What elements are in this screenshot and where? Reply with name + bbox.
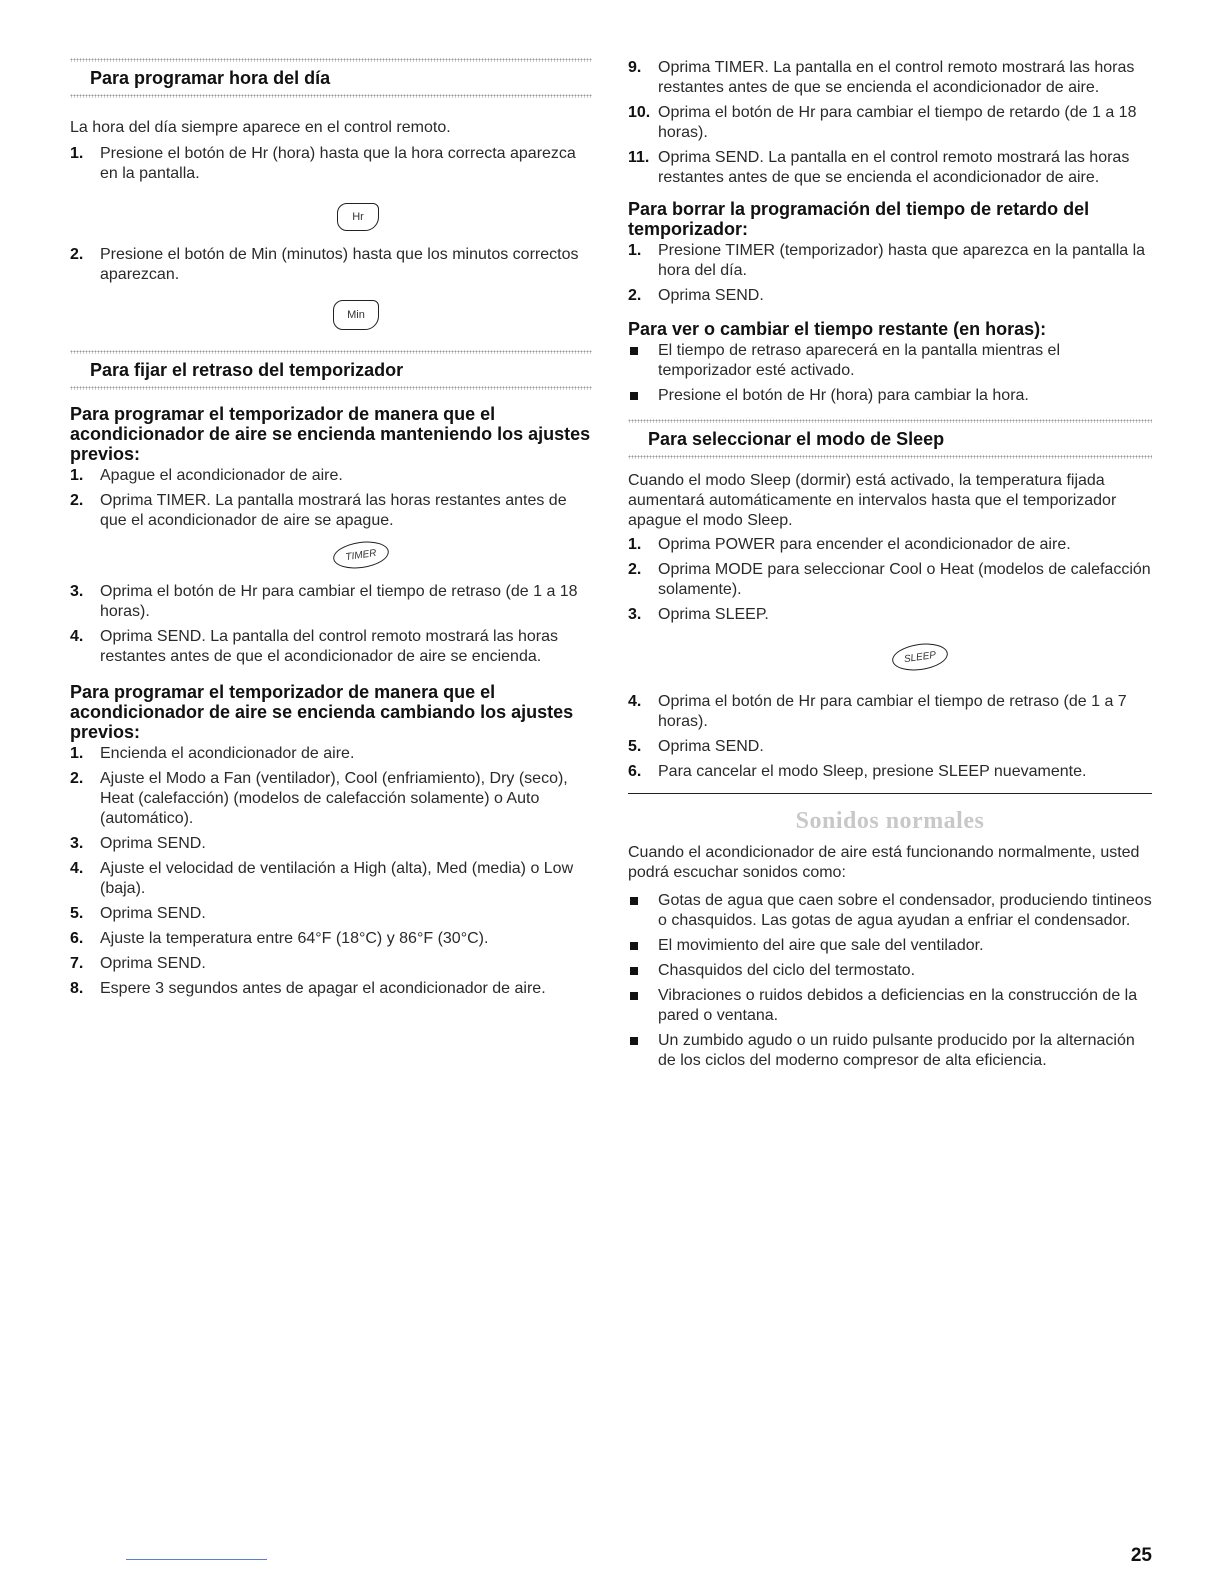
step-number: 5. (628, 738, 642, 755)
left-column (70, 58, 592, 1004)
step-text: Oprima el botón de Hr para cambiar el tiempo de retardo (de 1 a 18 horas). (658, 104, 1137, 141)
steps-list (70, 144, 592, 184)
list-item (628, 762, 1152, 782)
page-number: 25 (1130, 1545, 1152, 1566)
intro-text: Cuando el modo Sleep (dormir) está activado, la temperatura fijada aumentará automáticamente en intervalos hasta que el temporizador apague el modo Sleep. (628, 472, 1117, 529)
bullet-text: Un zumbido agudo o un ruido pulsante producido por la alternación de los ciclos del moderno compresor de alta eficiencia. (658, 1032, 1135, 1069)
timer-button-icon: TIMER (331, 538, 390, 572)
steps-list (70, 744, 592, 999)
list-item (628, 936, 1152, 956)
intro-text: Cuando el acondicionador de aire está funcionando normalmente, usted podrá escuchar sonidos como: (628, 844, 1140, 881)
section-title: Para fijar el retraso del temporizador (90, 360, 404, 380)
list-item (628, 560, 1152, 600)
step-text: Ajuste el Modo a Fan (ventilador), Cool (enfriamiento), Dry (seco), Heat (calefacción) (modelos de calefacción solamente) o Auto (automático). (100, 770, 568, 827)
list-item (70, 859, 592, 899)
step-number: 1. (70, 745, 84, 762)
step-text: Encienda el acondicionador de aire. (100, 745, 355, 762)
list-item (70, 245, 592, 285)
list-item (628, 103, 1152, 143)
step-number: 2. (70, 492, 84, 509)
bullet-text: Chasquidos del ciclo del termostato. (658, 962, 916, 979)
steps-list (628, 241, 1152, 306)
step-number: 1. (70, 467, 84, 484)
bullet-square-icon (628, 936, 658, 956)
step-number: 1. (628, 242, 642, 259)
bullet-square-icon (628, 1031, 658, 1071)
steps-list (70, 466, 592, 531)
bullet-text: Vibraciones o ruidos debidos a deficiencias en la construcción de la pared o ventana. (658, 987, 1138, 1024)
step-text: Oprima SEND. La pantalla del control remoto mostrará las horas restantes antes de que el acondicionador de aire se encienda. (100, 628, 558, 665)
list-item (628, 605, 1152, 625)
step-text: Oprima MODE para seleccionar Cool o Heat (modelos de calefacción solamente). (658, 561, 1151, 598)
step-text: Apague el acondicionador de aire. (100, 467, 343, 484)
list-item (70, 929, 592, 949)
step-text: Oprima el botón de Hr para cambiar el tiempo de retraso (de 1 a 7 horas). (658, 693, 1127, 730)
step-number: 10. (628, 104, 651, 121)
step-text: Oprima SEND. La pantalla en el control remoto mostrará las horas restantes antes de que se encienda el acondicionador de aire. (658, 149, 1130, 186)
list-item (70, 904, 592, 924)
bullet-list (628, 891, 1152, 1071)
step-number: 4. (70, 860, 84, 877)
sonidos-title: Sonidos normales (795, 808, 985, 834)
step-number: 3. (70, 583, 84, 600)
bullet-square-icon (628, 341, 658, 381)
step-text: Ajuste la temperatura entre 64°F (18°C) y 86°F (30°C). (100, 930, 489, 947)
section-header-hora (70, 58, 592, 98)
step-text: Oprima el botón de Hr para cambiar el tiempo de retraso (de 1 a 18 horas). (100, 583, 578, 620)
step-number: 8. (70, 980, 84, 997)
list-item (628, 535, 1152, 555)
step-number: 2. (628, 287, 642, 304)
list-item (70, 582, 592, 622)
list-item (628, 58, 1152, 98)
sleep-button-illustration (628, 644, 1152, 670)
right-column (628, 58, 1152, 1076)
timer-button-illustration (70, 542, 592, 568)
bullet-text: El movimiento del aire que sale del ventilador. (658, 937, 984, 954)
list-item (70, 144, 592, 184)
subheading: Para borrar la programación del tiempo de retardo del temporizador: (628, 199, 1090, 239)
list-item (70, 466, 592, 486)
list-item (628, 961, 1152, 981)
list-item (70, 491, 592, 531)
step-text: Oprima TIMER. La pantalla en el control remoto mostrará las horas restantes antes de que se encienda el acondicionador de aire. (658, 59, 1135, 96)
step-number: 9. (628, 59, 642, 76)
subheading: Para ver o cambiar el tiempo restante (en horas): (628, 319, 1047, 339)
step-text: Espere 3 segundos antes de apagar el acondicionador de aire. (100, 980, 546, 997)
list-item (628, 1031, 1152, 1071)
sleep-button-icon: SLEEP (890, 640, 949, 674)
list-item (70, 744, 592, 764)
step-text: Ajuste el velocidad de ventilación a High (alta), Med (media) o Low (baja). (100, 860, 574, 897)
list-item (70, 834, 592, 854)
list-item (628, 891, 1152, 931)
hr-button-illustration (70, 203, 592, 231)
hr-button-icon: Hr (337, 203, 379, 231)
bullet-square-icon (628, 986, 658, 1026)
bullet-square-icon (628, 891, 658, 931)
list-item (628, 341, 1152, 381)
section-header-retraso (70, 350, 592, 390)
bullet-text: Gotas de agua que caen sobre el condensador, produciendo tintineos o chasquidos. Las gotas de agua ayudan a enfriar el condensador. (658, 892, 1152, 929)
bullet-text: El tiempo de retraso aparecerá en la pantalla mientras el temporizador esté activado. (658, 342, 1060, 379)
min-button-illustration (70, 300, 592, 330)
step-number: 1. (70, 145, 84, 162)
steps-list (70, 245, 592, 285)
step-text: Oprima SEND. (100, 955, 206, 972)
steps-list (628, 692, 1152, 782)
step-number: 2. (628, 561, 642, 578)
step-text: Oprima SEND. (100, 905, 206, 922)
step-text: Presione TIMER (temporizador) hasta que aparezca en la pantalla la hora del día. (658, 242, 1146, 279)
list-item (70, 954, 592, 974)
step-number: 11. (628, 149, 650, 166)
list-item (628, 286, 1152, 306)
step-text: Oprima POWER para encender el acondicionador de aire. (658, 536, 1071, 553)
list-item (70, 627, 592, 667)
list-item (628, 692, 1152, 732)
steps-list (70, 582, 592, 667)
section-header-sleep (628, 419, 1152, 459)
step-text: Presione el botón de Min (minutos) hasta que los minutos correctos aparezcan. (100, 246, 579, 283)
step-text: Presione el botón de Hr (hora) hasta que la hora correcta aparezca en la pantalla. (100, 145, 576, 182)
step-text: Oprima SEND. (658, 287, 764, 304)
step-number: 5. (70, 905, 84, 922)
step-text: Oprima SEND. (658, 738, 764, 755)
section-title: Para programar hora del día (90, 68, 331, 88)
list-item (628, 986, 1152, 1026)
footer-rule (126, 1559, 267, 1560)
subheading: Para programar el temporizador de manera que el acondicionador de aire se encienda cambiando los ajustes previos: (70, 682, 574, 742)
list-item (628, 737, 1152, 757)
bullet-text: Presione el botón de Hr (hora) para cambiar la hora. (658, 387, 1029, 404)
intro-text: La hora del día siempre aparece en el control remoto. (70, 119, 451, 136)
min-button-icon: Min (333, 300, 379, 330)
step-number: 6. (70, 930, 84, 947)
bullet-list (628, 341, 1152, 406)
step-text: Para cancelar el modo Sleep, presione SLEEP nuevamente. (658, 763, 1087, 780)
steps-list (628, 535, 1152, 625)
step-number: 4. (70, 628, 84, 645)
bullet-square-icon (628, 961, 658, 981)
step-number: 6. (628, 763, 642, 780)
step-number: 1. (628, 536, 642, 553)
step-text: Oprima TIMER. La pantalla mostrará las horas restantes antes de que el acondicionador de aire se apague. (100, 492, 567, 529)
list-item (70, 979, 592, 999)
step-number: 7. (70, 955, 84, 972)
list-item (628, 241, 1152, 281)
step-number: 4. (628, 693, 642, 710)
step-text: Oprima SEND. (100, 835, 206, 852)
subheading: Para programar el temporizador de manera que el acondicionador de aire se encienda manteniendo los ajustes previos: (70, 404, 591, 464)
list-item (628, 386, 1152, 406)
steps-list (628, 58, 1152, 188)
step-number: 3. (70, 835, 84, 852)
step-number: 3. (628, 606, 642, 623)
section-title: Para seleccionar el modo de Sleep (648, 429, 945, 449)
step-number: 2. (70, 246, 84, 263)
step-text: Oprima SLEEP. (658, 606, 769, 623)
list-item (628, 148, 1152, 188)
list-item (70, 769, 592, 829)
step-number: 2. (70, 770, 84, 787)
bullet-square-icon (628, 386, 658, 406)
